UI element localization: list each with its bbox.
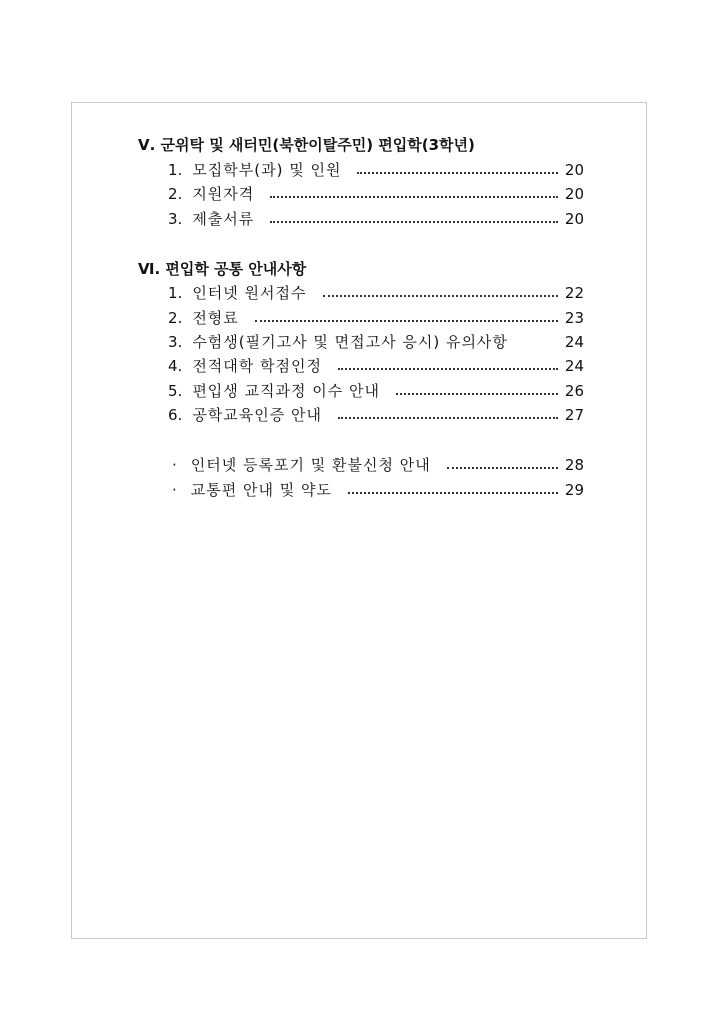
- toc-entry-bullet-2[interactable]: [172, 480, 584, 500]
- toc-entry-number: 6.: [168, 406, 183, 424]
- dot-leader: [396, 391, 558, 395]
- toc-entry-page: 26: [564, 382, 584, 400]
- dot-leader: [270, 194, 558, 198]
- section-heading-v: Ⅴ. 군위탁 및 새터민(북한이탈주민) 편입학(3학년): [138, 136, 475, 154]
- toc-entry-page: 24: [564, 357, 584, 375]
- toc-entry-page: 20: [564, 185, 584, 203]
- toc-entry-label: 전형료: [192, 309, 239, 327]
- toc-entry-page: 23: [564, 309, 584, 327]
- dot-leader: [348, 490, 558, 494]
- toc-entry-vi-1[interactable]: [168, 283, 584, 303]
- bullet-marker: ·: [172, 456, 177, 474]
- bullet-marker: ·: [172, 481, 177, 499]
- toc-entry-number: 1.: [168, 284, 183, 302]
- toc-entry-v-2[interactable]: [168, 184, 584, 204]
- toc-entry-number: 5.: [168, 382, 183, 400]
- dot-leader: [270, 219, 558, 223]
- dot-leader: [323, 293, 558, 297]
- toc-entry-label: 교통편 안내 및 약도: [190, 481, 333, 499]
- dot-leader: [447, 465, 558, 469]
- dot-leader: [357, 170, 558, 174]
- toc-entry-v-3[interactable]: [168, 209, 584, 229]
- toc-entry-label: 편입생 교직과정 이수 안내: [192, 382, 381, 400]
- toc-entry-label: 제출서류: [192, 210, 255, 228]
- toc-entry-label: 지원자격: [192, 185, 255, 203]
- toc-entry-page: 22: [564, 284, 584, 302]
- toc-entry-label: 인터넷 원서접수: [192, 284, 307, 302]
- toc-entry-label: 모집학부(과) 및 인원: [192, 161, 342, 179]
- toc-entry-page: 29: [564, 481, 584, 499]
- toc-entry-page: 24: [564, 333, 584, 351]
- toc-entry-label: 수험생(필기고사 및 면접고사 응시) 유의사항: [192, 333, 508, 351]
- toc-entry-page: 20: [564, 210, 584, 228]
- toc-entry-vi-3[interactable]: [168, 332, 584, 352]
- toc-entry-page: 28: [564, 456, 584, 474]
- toc-entry-label: 인터넷 등록포기 및 환불신청 안내: [190, 456, 431, 474]
- toc-entry-v-1[interactable]: [168, 160, 584, 180]
- toc-entry-label: 전적대학 학점인정: [192, 357, 323, 375]
- section-heading-vi: Ⅵ. 편입학 공통 안내사항: [138, 260, 307, 278]
- toc-entry-number: 3.: [168, 333, 183, 351]
- toc-entry-vi-2[interactable]: [168, 308, 584, 328]
- toc-entry-vi-6[interactable]: [168, 405, 584, 425]
- toc-entry-number: 2.: [168, 185, 183, 203]
- dot-leader: [516, 343, 556, 345]
- dot-leader: [255, 318, 558, 322]
- toc-entry-vi-4[interactable]: [168, 356, 584, 376]
- toc-entry-bullet-1[interactable]: [172, 455, 584, 475]
- toc-entry-number: 1.: [168, 161, 183, 179]
- toc-entry-label: 공학교육인증 안내: [192, 406, 323, 424]
- toc-entry-page: 27: [564, 406, 584, 424]
- toc-entry-page: 20: [564, 161, 584, 179]
- dot-leader: [338, 415, 558, 419]
- toc-entry-number: 2.: [168, 309, 183, 327]
- toc-entry-number: 3.: [168, 210, 183, 228]
- dot-leader: [338, 366, 558, 370]
- toc-entry-number: 4.: [168, 357, 183, 375]
- toc-entry-vi-5[interactable]: [168, 381, 584, 401]
